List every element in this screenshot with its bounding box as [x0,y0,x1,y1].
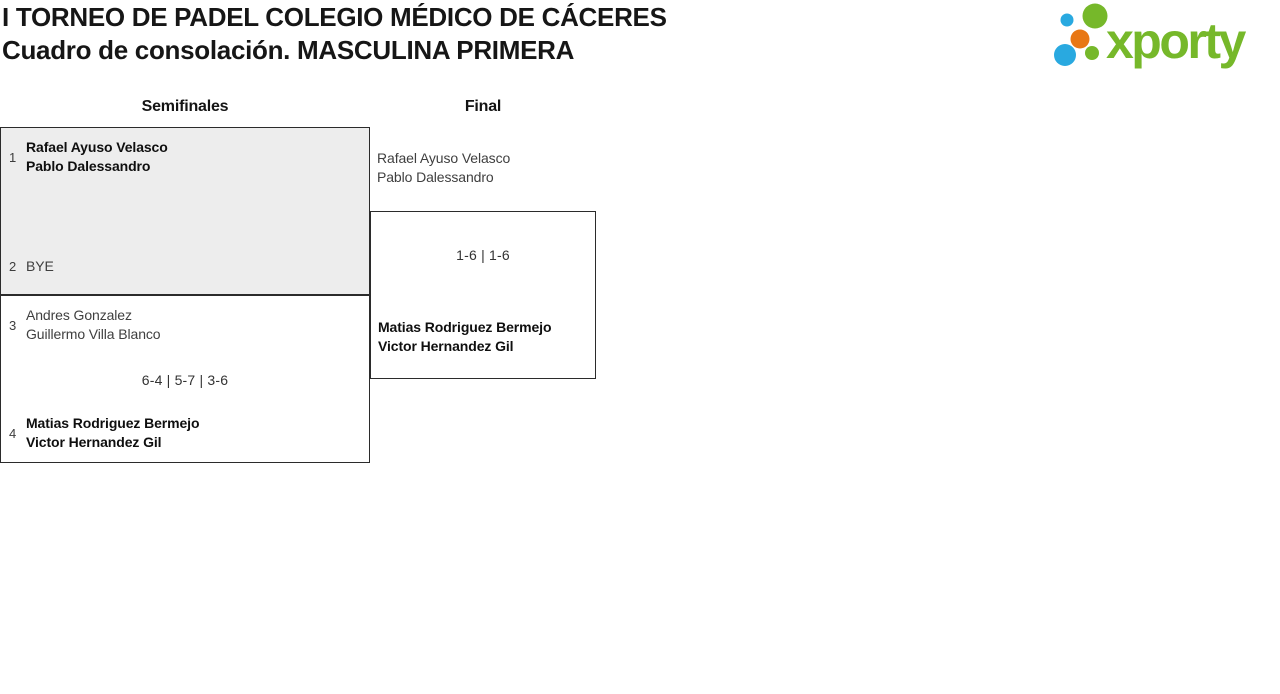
round-header-semifinals: Semifinales [141,98,229,115]
page-subtitle: Cuadro de consolación. MASCULINA PRIMERA [2,35,575,65]
bye-label: BYE [26,258,54,274]
match-score: 6-4 | 5-7 | 3-6 [141,372,229,388]
seed-number: 2 [9,259,17,274]
player-names [378,318,551,356]
player-name: Andres Gonzalez [26,307,132,323]
player-name: Matias Rodriguez Bermejo [378,319,552,335]
player-names [26,138,168,176]
player-name: Matias Rodriguez Bermejo [26,415,200,431]
player-name: Guillermo Villa Blanco [26,326,161,342]
player-name: Rafael Ayuso Velasco [26,139,168,155]
xporty-logo[interactable] [1044,0,1280,76]
team-entry-seed3 [9,306,161,344]
player-name: Rafael Ayuso Velasco [377,150,511,166]
player-names [26,414,199,452]
player-name: Pablo Dalessandro [26,158,151,174]
player-name: Victor Hernandez Gil [378,338,514,354]
xporty-wordmark: xporty [1106,13,1244,69]
logo-dots-icon [1054,4,1108,67]
page-title: I TORNEO DE PADEL COLEGIO MÉDICO DE CÁCERES [2,2,667,32]
player-name: Pablo Dalessandro [377,169,494,185]
final-match [370,211,596,379]
seed-number: 1 [9,149,17,165]
team-entry-seed1 [9,138,168,176]
team-entry-bye [9,257,54,276]
team-entry-seed4 [9,414,199,452]
semifinal-match-1 [0,127,370,295]
seed-number: 4 [9,425,17,441]
page-header [2,1,667,67]
semifinal-match-2 [0,295,370,463]
player-names [377,149,510,187]
player-name: Victor Hernandez Gil [26,434,162,450]
xporty-logo-icon [1044,0,1280,76]
seed-number: 3 [9,317,17,333]
final-team-entry-top [377,149,510,187]
match-score: 1-6 | 1-6 [456,247,510,263]
round-header-final: Final [464,98,502,115]
final-team-entry-winner [378,318,551,356]
player-names [26,306,161,344]
